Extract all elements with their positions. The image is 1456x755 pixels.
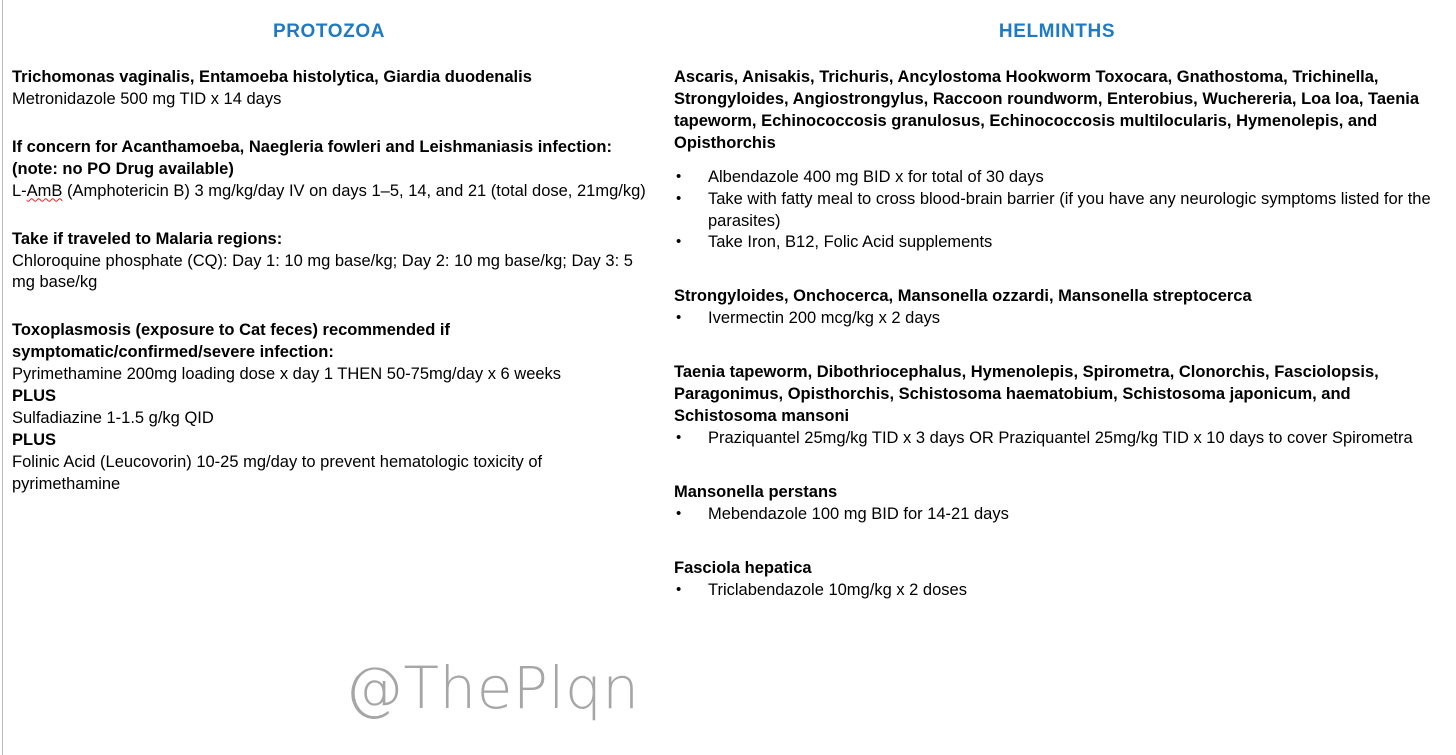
- regimen-bullet-list: [674, 308, 1446, 330]
- regimen-suffix: (Amphotericin B) 3 mg/kg/day IV on days 1–5, 14, and 21 (total dose, 21mg/kg): [62, 181, 646, 200]
- helminths-column: [660, 0, 1456, 755]
- protozoa-column: [0, 0, 660, 755]
- spacer: [12, 125, 646, 137]
- regimen-detail: Metronidazole 500 mg TID x 14 days: [12, 89, 282, 108]
- protozoa-block-toxoplasmosis: [12, 320, 646, 496]
- helminths-content: [668, 43, 1446, 602]
- helminths-block-albendazole: [674, 67, 1446, 255]
- spacer: [674, 344, 1446, 362]
- helminths-column-header: HELMINTHS: [998, 21, 1116, 42]
- organism-heading: Mansonella perstans: [674, 483, 838, 502]
- spacer: [674, 464, 1446, 482]
- protozoa-block-trichomonas: [12, 67, 646, 111]
- protozoa-column-header: PROTOZOA: [272, 21, 386, 42]
- watermark: @ThePlqn: [345, 654, 640, 722]
- regimen-prefix: L-: [12, 181, 27, 200]
- organism-heading: Fasciola hepatica: [674, 558, 812, 577]
- regimen-bullet-list: [674, 167, 1446, 255]
- helminths-block-ivermectin: [674, 286, 1446, 330]
- list-item: • Mebendazole 100 mg BID for 14-21 days: [674, 504, 1446, 526]
- regimen-detail: Folinic Acid (Leucovorin) 10-25 mg/day to prevent hematologic toxicity of pyrimethamine: [12, 453, 543, 493]
- regimen-detail: Sulfadiazine 1-1.5 g/kg QID: [12, 409, 214, 428]
- spacer: [12, 308, 646, 320]
- organism-heading: Strongyloides, Onchocerca, Mansonella ozzardi, Mansonella streptocerca: [674, 287, 1252, 306]
- helminths-block-mebendazole: [674, 482, 1446, 526]
- regimen-bullet-list: [674, 428, 1446, 450]
- list-item: • Triclabendazole 10mg/kg x 2 doses: [674, 580, 1446, 602]
- list-item: • Praziquantel 25mg/kg TID x 3 days OR Praziquantel 25mg/kg TID x 10 days to cover Spirometra: [674, 428, 1446, 450]
- spacer: [674, 268, 1446, 286]
- spacer: [674, 540, 1446, 558]
- organism-heading: If concern for Acanthamoeba, Naegleria fowleri and Leishmaniasis infection: (note: no PO Drug available): [12, 137, 612, 178]
- spacer: [12, 217, 646, 229]
- helminths-block-triclabendazole: [674, 558, 1446, 602]
- spacer: [674, 155, 1446, 167]
- protozoa-content: [12, 43, 646, 496]
- organism-heading: Toxoplasmosis (exposure to Cat feces) recommended if symptomatic/confirmed/severe infection:: [12, 321, 450, 362]
- regimen-bullet-list: [674, 504, 1446, 526]
- list-item: • Take with fatty meal to cross blood-brain barrier (if you have any neurologic symptoms listed for the parasites): [674, 189, 1446, 233]
- protozoa-block-malaria: [12, 229, 646, 295]
- regimen-detail: Pyrimethamine 200mg loading dose x day 1 THEN 50-75mg/day x 6 weeks: [12, 365, 562, 384]
- regimen-bullet-list: [674, 580, 1446, 602]
- spellcheck-underlined-term: AmB: [26, 181, 63, 200]
- helminths-block-praziquantel: [674, 362, 1446, 450]
- list-item: • Albendazole 400 mg BID x for total of 30 days: [674, 167, 1446, 189]
- regimen-detail: [12, 181, 646, 203]
- protozoa-block-acanthamoeba: [12, 137, 646, 203]
- organism-heading: Taenia tapeworm, Dibothriocephalus, Hymenolepis, Spirometra, Clonorchis, Fasciolopsis, Paragonimus, Opisthorchis, Schistosoma haematobium, Schistosoma japonicum, and Schistosoma mansoni: [674, 363, 1379, 426]
- regimen-detail: Chloroquine phosphate (CQ): Day 1: 10 mg base/kg; Day 2: 10 mg base/kg; Day 3: 5 mg base/kg: [12, 251, 633, 292]
- organism-heading: Take if traveled to Malaria regions:: [12, 229, 283, 248]
- plus-connector: PLUS: [12, 431, 57, 450]
- plus-connector: PLUS: [12, 387, 57, 406]
- list-item: • Take Iron, B12, Folic Acid supplements: [674, 232, 1446, 254]
- list-item: • Ivermectin 200 mcg/kg x 2 days: [674, 308, 1446, 330]
- organism-heading: Trichomonas vaginalis, Entamoeba histolytica, Giardia duodenalis: [12, 67, 532, 86]
- organism-heading: Ascaris, Anisakis, Trichuris, Ancylostoma Hookworm Toxocara, Gnathostoma, Trichinella, Strongyloides, Angiostrongylus, Raccoon roundworm, Enterobius, Wuchereria, Loa loa, Taenia tapeworm, Echinococcosis granulosus, Echinococcosis multilocularis, Hymenolepis, and Opisthorchis: [674, 67, 1420, 152]
